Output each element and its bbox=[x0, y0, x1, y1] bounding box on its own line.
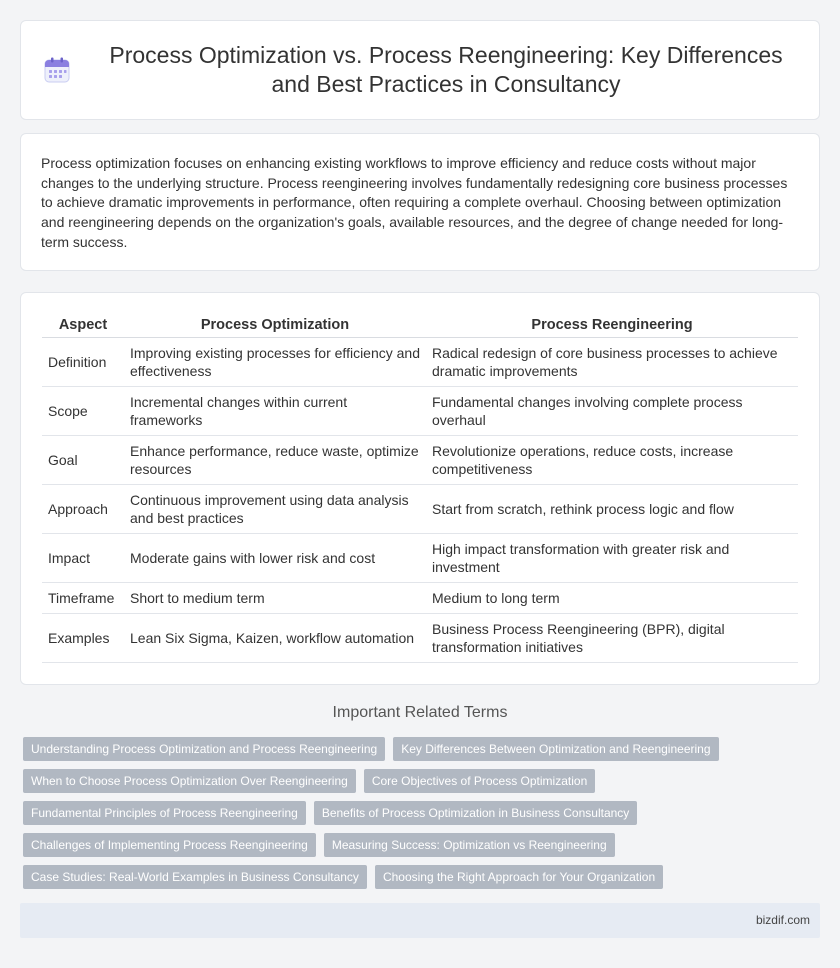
row-reengineering: Start from scratch, rethink process logic and flow bbox=[426, 485, 798, 534]
related-term-tag[interactable]: Choosing the Right Approach for Your Organization bbox=[375, 865, 663, 889]
header-aspect: Aspect bbox=[42, 313, 124, 338]
header-process-reengineering: Process Reengineering bbox=[426, 313, 798, 338]
table-row bbox=[42, 614, 798, 663]
header-process-optimization: Process Optimization bbox=[124, 313, 426, 338]
table-row bbox=[42, 485, 798, 534]
intro-paragraph: Process optimization focuses on enhancing existing workflows to improve efficiency and reduce costs without major changes to the underlying structure. Process reengineering involves fundamentally redesigning core business processes to achieve dramatic improvements in performance, often requiring a complete overhaul. Choosing between optimization and reengineering depends on the organization's goals, available resources, and the degree of change needed for long-term success. bbox=[41, 155, 788, 250]
related-term-tag[interactable]: Key Differences Between Optimization and Reengineering bbox=[393, 737, 718, 761]
table-row bbox=[42, 387, 798, 436]
related-term-tag[interactable]: Case Studies: Real-World Examples in Business Consultancy bbox=[23, 865, 367, 889]
row-reengineering: Radical redesign of core business processes to achieve dramatic improvements bbox=[426, 338, 798, 387]
row-aspect: Scope bbox=[42, 387, 124, 436]
calendar-icon bbox=[44, 57, 70, 83]
comparison-table bbox=[42, 313, 798, 663]
row-optimization: Incremental changes within current frameworks bbox=[124, 387, 426, 436]
row-aspect: Timeframe bbox=[42, 583, 124, 614]
row-optimization: Continuous improvement using data analysis and best practices bbox=[124, 485, 426, 534]
page-title: Process Optimization vs. Process Reengineering: Key Differences and Best Practices in Consultancy bbox=[109, 42, 783, 97]
footer bbox=[20, 903, 820, 938]
row-optimization: Lean Six Sigma, Kaizen, workflow automation bbox=[124, 614, 426, 663]
related-term-tag[interactable]: Understanding Process Optimization and Process Reengineering bbox=[23, 737, 385, 761]
row-optimization: Short to medium term bbox=[124, 583, 426, 614]
row-optimization: Enhance performance, reduce waste, optimize resources bbox=[124, 436, 426, 485]
related-term-tag[interactable]: When to Choose Process Optimization Over Reengineering bbox=[23, 769, 356, 793]
table-header-row bbox=[42, 313, 798, 338]
row-aspect: Definition bbox=[42, 338, 124, 387]
row-reengineering: Revolutionize operations, reduce costs, increase competitiveness bbox=[426, 436, 798, 485]
row-aspect: Approach bbox=[42, 485, 124, 534]
row-aspect: Impact bbox=[42, 534, 124, 583]
comparison-table-card bbox=[20, 292, 820, 685]
related-term-tag[interactable]: Fundamental Principles of Process Reengineering bbox=[23, 801, 306, 825]
footer-site-link[interactable]: bizdif.com bbox=[755, 913, 810, 927]
row-optimization: Improving existing processes for efficiency and effectiveness bbox=[124, 338, 426, 387]
related-term-tag[interactable]: Core Objectives of Process Optimization bbox=[364, 769, 595, 793]
intro-card bbox=[20, 133, 820, 271]
table-row bbox=[42, 534, 798, 583]
related-terms-heading: Important Related Terms bbox=[332, 704, 508, 721]
related-term-tag[interactable]: Benefits of Process Optimization in Business Consultancy bbox=[314, 801, 637, 825]
row-reengineering: High impact transformation with greater risk and investment bbox=[426, 534, 798, 583]
related-term-tag[interactable]: Measuring Success: Optimization vs Reengineering bbox=[324, 833, 615, 857]
row-reengineering: Business Process Reengineering (BPR), digital transformation initiatives bbox=[426, 614, 798, 663]
table-row bbox=[42, 436, 798, 485]
title-card bbox=[20, 20, 820, 120]
row-aspect: Goal bbox=[42, 436, 124, 485]
row-optimization: Moderate gains with lower risk and cost bbox=[124, 534, 426, 583]
table-row bbox=[42, 338, 798, 387]
row-aspect: Examples bbox=[42, 614, 124, 663]
related-term-tag[interactable]: Challenges of Implementing Process Reengineering bbox=[23, 833, 316, 857]
row-reengineering: Medium to long term bbox=[426, 583, 798, 614]
table-row bbox=[42, 583, 798, 614]
related-terms-list bbox=[23, 737, 823, 897]
row-reengineering: Fundamental changes involving complete process overhaul bbox=[426, 387, 798, 436]
